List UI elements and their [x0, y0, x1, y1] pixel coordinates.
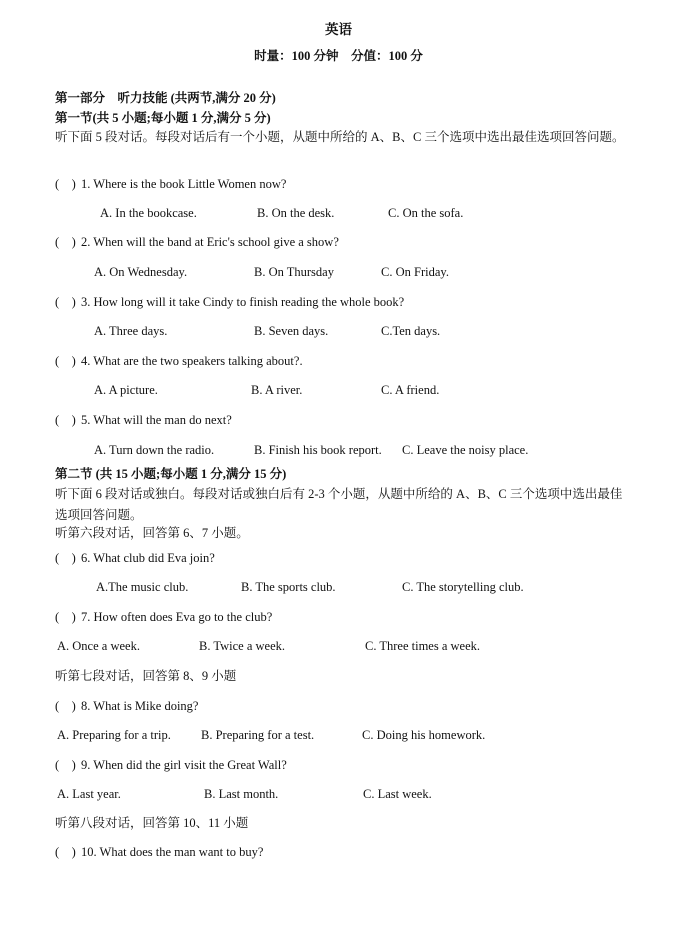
answer-blank[interactable]: ( )	[55, 177, 76, 191]
option-b: B. On the desk.	[257, 206, 335, 220]
answer-blank[interactable]: ( )	[55, 235, 76, 249]
answer-blank[interactable]: ( )	[55, 413, 76, 427]
option-c: C. Last week.	[363, 787, 432, 801]
option-c: C. On Friday.	[381, 265, 449, 279]
question-2	[55, 234, 339, 250]
option-c: C. The storytelling club.	[402, 580, 524, 594]
answer-blank[interactable]: ( )	[55, 551, 76, 565]
option-a: A. In the bookcase.	[100, 206, 197, 220]
option-b: B. A river.	[251, 383, 303, 397]
question-9	[55, 757, 287, 773]
section1-instructions: 听下面 5 段对话。每段对话后有一个小题，从题中所给的 A、B、C 三个选项中选出最佳选项回答问题。	[55, 130, 625, 144]
option-a: A. Three days.	[94, 324, 168, 338]
answer-blank[interactable]: ( )	[55, 845, 76, 859]
option-a: A. A picture.	[94, 383, 158, 397]
question-10	[55, 844, 263, 860]
section1-heading: 第一节(共 5 小题;每小题 1 分,满分 5 分)	[55, 111, 271, 125]
question-1	[55, 176, 286, 192]
option-c: C. On the sofa.	[388, 206, 464, 220]
question-6	[55, 550, 215, 566]
option-a: A. Turn down the radio.	[94, 443, 215, 457]
question-4	[55, 353, 303, 369]
option-b: B. Last month.	[204, 787, 279, 801]
option-a: A. Last year.	[57, 787, 121, 801]
option-a: A.The music club.	[96, 580, 189, 594]
question-text: 1. Where is the book Little Women now?	[81, 177, 287, 191]
question-text: 6. What club did Eva join?	[81, 551, 215, 565]
option-b: B. On Thursday	[254, 265, 334, 279]
option-b: B. Preparing for a test.	[201, 728, 315, 742]
section2-instructions: 听下面 6 段对话或独白。每段对话或独白后有 2-3 个小题，从题中所给的 A、B、C 三个选项中选出最佳选项回答问题。	[55, 487, 623, 522]
option-c: C. Doing his homework.	[362, 728, 486, 742]
section2-heading: 第二节 (共 15 小题;每小题 1 分,满分 15 分)	[55, 467, 287, 481]
option-a: A. Once a week.	[57, 639, 140, 653]
answer-blank[interactable]: ( )	[55, 354, 76, 368]
question-text: 7. How often does Eva go to the club?	[81, 610, 273, 624]
dialog-6-note: 听第六段对话，回答第 6、7 小题。	[55, 526, 249, 540]
question-text: 5. What will the man do next?	[81, 413, 232, 427]
dialog-7-note: 听第七段对话，回答第 8、9 小题	[55, 669, 237, 683]
option-b: B. Twice a week.	[199, 639, 286, 653]
option-c: C.Ten days.	[381, 324, 441, 338]
question-8	[55, 698, 198, 714]
answer-blank[interactable]: ( )	[55, 295, 76, 309]
question-7	[55, 609, 272, 625]
question-5	[55, 412, 232, 428]
dialog-8-note: 听第八段对话，回答第 10、11 小题	[55, 816, 249, 830]
question-text: 10. What does the man want to buy?	[81, 845, 264, 859]
page-title: 英语	[325, 22, 352, 37]
question-3	[55, 294, 404, 310]
option-a: A. Preparing for a trip.	[57, 728, 171, 742]
question-text: 8. What is Mike doing?	[81, 699, 199, 713]
option-b: B. Finish his book report.	[254, 443, 382, 457]
option-b: B. The sports club.	[241, 580, 336, 594]
question-text: 2. When will the band at Eric's school give a show?	[81, 235, 339, 249]
part1-heading: 第一部分 听力技能 (共两节,满分 20 分)	[55, 91, 276, 105]
option-c: C. A friend.	[381, 383, 440, 397]
option-b: B. Seven days.	[254, 324, 329, 338]
answer-blank[interactable]: ( )	[55, 610, 76, 624]
question-text: 3. How long will it take Cindy to finish reading the whole book?	[81, 295, 405, 309]
exam-time-score: 时量：100 分钟 分值：100 分	[254, 49, 423, 63]
option-a: A. On Wednesday.	[94, 265, 188, 279]
option-c: C. Leave the noisy place.	[402, 443, 529, 457]
answer-blank[interactable]: ( )	[55, 758, 76, 772]
option-c: C. Three times a week.	[365, 639, 481, 653]
answer-blank[interactable]: ( )	[55, 699, 76, 713]
question-text: 4. What are the two speakers talking about?.	[81, 354, 303, 368]
question-text: 9. When did the girl visit the Great Wall?	[81, 758, 287, 772]
